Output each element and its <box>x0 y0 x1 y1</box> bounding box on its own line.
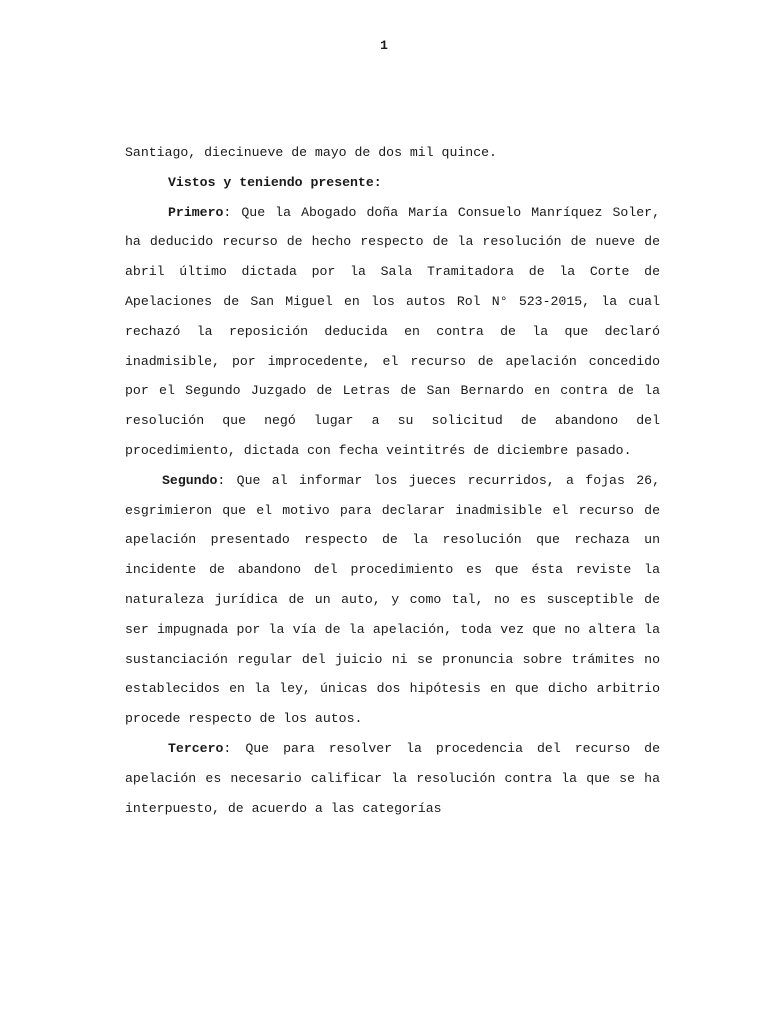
document-body <box>125 138 660 823</box>
paragraph-heading: Tercero <box>168 740 224 756</box>
paragraph-heading: Primero <box>168 204 224 220</box>
paragraph-tercero <box>125 734 660 823</box>
page-number: 1 <box>380 38 388 53</box>
paragraph-primero <box>125 198 660 466</box>
paragraph-text: : Que al informar los jueces recurridos, a fojas 26, esgrimieron que el motivo para declarar inadmisible el recurso de apelación presentado respecto de la resolución que rechaza un incidente de abandono del procedimiento es que ésta reviste la naturaleza jurídica de un auto, y como tal, no es susceptible de ser impugnada por la vía de la apelación, toda vez que no altera la sustanciación regular del juicio ni se pronuncia sobre trámites no establecidos en la ley, únicas dos hipótesis en que dicho arbitrio procede respecto de los autos. <box>125 472 660 727</box>
paragraph-segundo <box>125 466 660 734</box>
paragraph-text: : Que para resolver la procedencia del recurso de apelación es necesario calificar la resolución contra la que se ha interpuesto, de acuerdo a las categorías <box>125 740 660 816</box>
vistos-heading: Vistos y teniendo presente: <box>168 174 382 190</box>
date-line: Santiago, diecinueve de mayo de dos mil quince. <box>125 145 497 160</box>
paragraph-text: : Que la Abogado doña María Consuelo Manríquez Soler, ha deducido recurso de hecho respecto de la resolución de nueve de abril último dictada por la Sala Tramitadora de la Corte de Apelaciones de San Miguel en los autos Rol N° 523-2015, la cual rechazó la reposición deducida en contra de la que declaró inadmisible, por improcedente, el recurso de apelación concedido por el Segundo Juzgado de Letras de San Bernardo en contra de la resolución que negó lugar a su solicitud de abandono del procedimiento, dictada con fecha veintitrés de diciembre pasado. <box>125 204 660 458</box>
paragraph-heading: Segundo <box>162 472 218 488</box>
